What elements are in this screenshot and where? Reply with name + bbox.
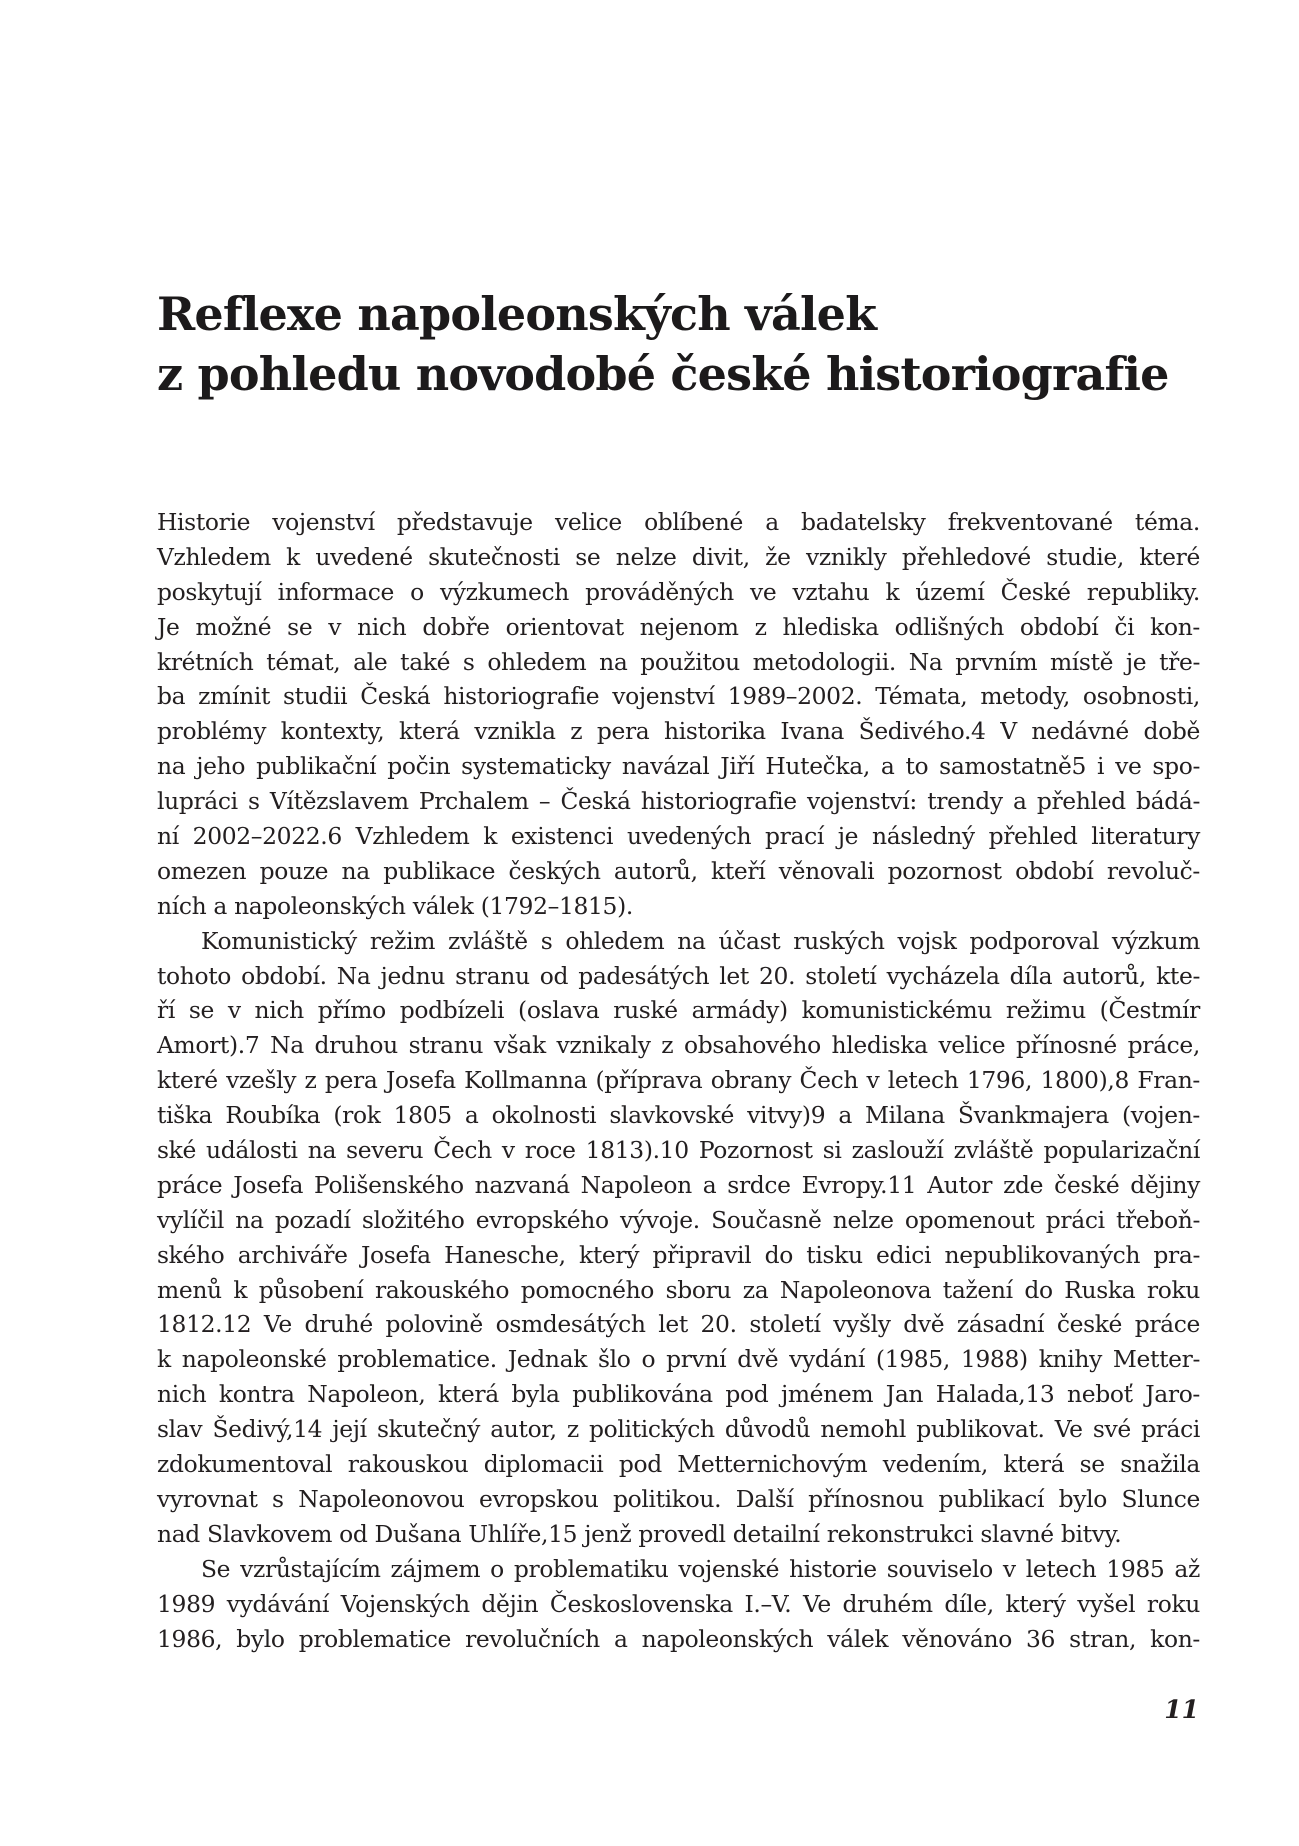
text-line: Je možné se v nich dobře orientovat nejenom z hlediska odlišných období či kon- (157, 612, 1200, 641)
page-number: 11 (1164, 1695, 1199, 1724)
text-line: zdokumentoval rakouskou diplomacii pod Metternichovým vedením, která se snažila (157, 1450, 1200, 1479)
text-line: které vzešly z pera Josefa Kollmanna (příprava obrany Čech v letech 1796, 1800),8 Fran- (157, 1066, 1200, 1095)
chapter-title-line-1: Reflexe napoleonských válek (157, 287, 877, 341)
chapter-title-line-2: z pohledu novodobé české historiografie (157, 347, 1169, 401)
text-line: ní 2002–2022.6 Vzhledem k existenci uvedených prací je následný přehled literatury (157, 822, 1200, 851)
text-line: tohoto období. Na jednu stranu od padesátých let 20. století vycházela díla autorů, kte- (157, 961, 1200, 990)
text-line: menů k působení rakouského pomocného sboru za Napoleonova tažení do Ruska roku (157, 1275, 1200, 1304)
text-line: ské události na severu Čech v roce 1813).10 Pozornost si zaslouží zvláště popularizační (157, 1136, 1200, 1165)
text-line: 1812.12 Ve druhé polovině osmdesátých let 20. století vyšly dvě zásadní české práce (157, 1310, 1200, 1339)
text-line: Vzhledem k uvedené skutečnosti se nelze divit, že vznikly přehledové studie, které (157, 542, 1200, 571)
text-line: ba zmínit studii Česká historiografie vojenství 1989–2002. Témata, metody, osobnosti, (157, 682, 1200, 711)
text-line: k napoleonské problematice. Jednak šlo o první dvě vydání (1985, 1988) knihy Metter- (157, 1345, 1200, 1374)
text-line: problémy kontexty, která vznikla z pera historika Ivana Šedivého.4 V nedávné době (157, 717, 1200, 746)
text-line: lupráci s Vítězslavem Prchalem – Česká historiografie vojenství: trendy a přehled bádá- (157, 787, 1200, 816)
text-line: omezen pouze na publikace českých autorů, kteří věnovali pozornost období revoluč- (157, 856, 1200, 885)
text-line: Amort).7 Na druhou stranu však vznikaly z obsahového hlediska velice přínosné práce, (157, 1031, 1200, 1060)
text-line: Komunistický režim zvláště s ohledem na účast ruských vojsk podporoval výzkum (201, 926, 1200, 955)
text-line: 1989 vydávání Vojenských dějin Československa I.–V. Ve druhém díle, který vyšel roku (157, 1589, 1200, 1618)
text-line: slav Šedivý,14 její skutečný autor, z politických důvodů nemohl publikovat. Ve své práci (157, 1415, 1200, 1444)
text-line: krétních témat, ale také s ohledem na použitou metodologii. Na prvním místě je tře- (157, 647, 1200, 676)
text-line: ních a napoleonských válek (1792–1815). (157, 891, 633, 920)
text-line: tiška Roubíka (rok 1805 a okolnosti slavkovské vitvy)9 a Milana Švankmajera (vojen- (157, 1101, 1200, 1130)
text-line: na jeho publikační počin systematicky navázal Jiří Hutečka, a to samostatně5 i ve spo- (157, 752, 1200, 781)
text-line: Se vzrůstajícím zájmem o problematiku vojenské historie souviselo v letech 1985 až (201, 1554, 1200, 1583)
chapter-title (157, 284, 1169, 404)
text-line: nich kontra Napoleon, která byla publikována pod jménem Jan Halada,13 neboť Jaro- (157, 1380, 1200, 1409)
text-line: vylíčil na pozadí složitého evropského vývoje. Současně nelze opomenout práci třeboň- (157, 1205, 1200, 1234)
text-line: Historie vojenství představuje velice oblíbené a badatelsky frekventované téma. (157, 508, 1200, 536)
body-text (157, 505, 1200, 1656)
text-line: 1986, bylo problematice revolučních a napoleonských válek věnováno 36 stran, kon- (157, 1624, 1200, 1653)
text-line: ského archiváře Josefa Hanesche, který připravil do tisku edici nepublikovaných pra- (157, 1240, 1200, 1269)
text-line: nad Slavkovem od Dušana Uhlíře,15 jenž provedl detailní rekonstrukci slavné bitvy. (157, 1519, 1122, 1548)
text-line: práce Josefa Polišenského nazvaná Napoleon a srdce Evropy.11 Autor zde české dějiny (157, 1170, 1200, 1199)
text-line: poskytují informace o výzkumech prováděných ve vztahu k území České republiky. (157, 577, 1200, 606)
text-line: ří se v nich přímo podbízeli (oslava ruské armády) komunistickému režimu (Čestmír (157, 996, 1200, 1025)
text-line: vyrovnat s Napoleonovou evropskou politikou. Další přínosnou publikací bylo Slunce (157, 1484, 1200, 1513)
